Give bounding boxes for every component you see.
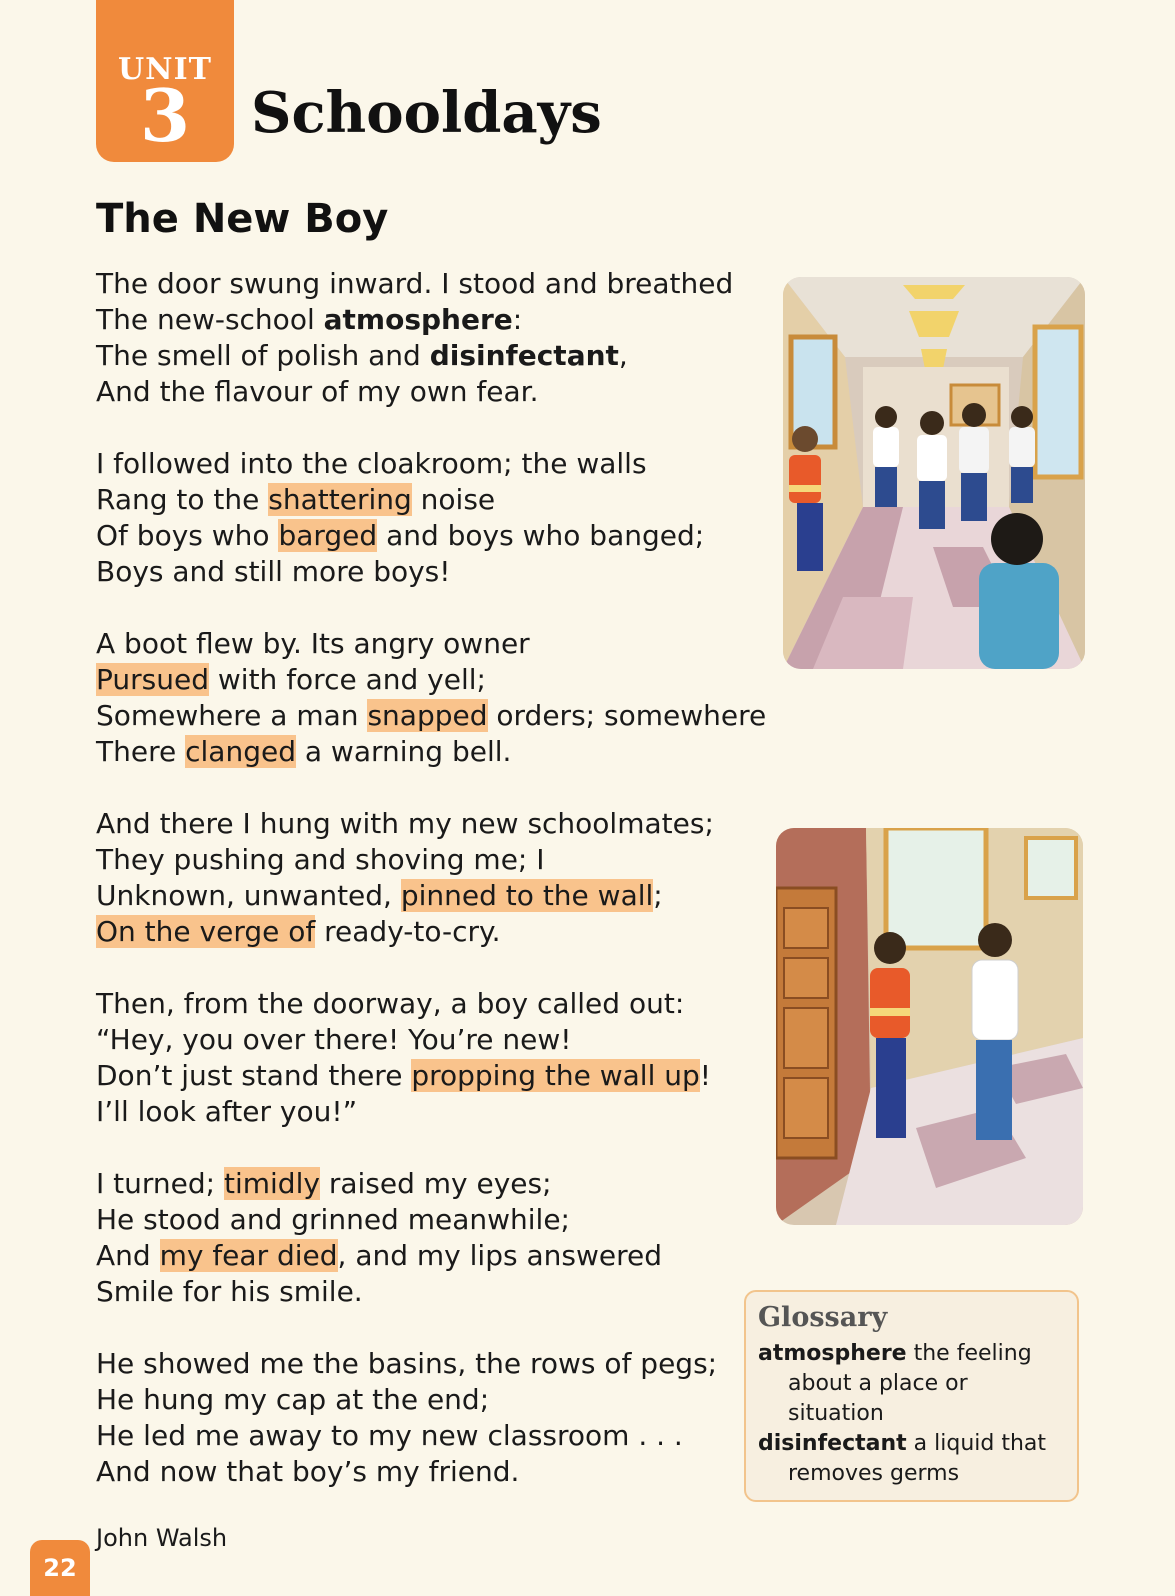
- glossary-definition: the feeling about a place or situation: [788, 1341, 1032, 1426]
- poem-line: Don’t just stand there propping the wall up!: [96, 1059, 711, 1092]
- highlighted-phrase: Pursued: [96, 663, 209, 696]
- poem-line: And my fear died, and my lips answered: [96, 1239, 662, 1272]
- stanza: [96, 986, 776, 1130]
- poem-line: I’ll look after you!”: [96, 1095, 358, 1128]
- poem-line: And now that boy’s my friend.: [96, 1455, 520, 1488]
- highlighted-phrase: clanged: [185, 735, 296, 768]
- poem-line: He stood and grinned meanwhile;: [96, 1203, 570, 1236]
- highlighted-phrase: propping the wall up: [411, 1059, 700, 1092]
- stanza: [96, 806, 776, 950]
- poem-line: And the flavour of my own fear.: [96, 375, 539, 408]
- glossary-box: [744, 1290, 1079, 1502]
- highlighted-phrase: my fear died: [159, 1239, 338, 1272]
- glossary-term: atmosphere: [758, 1341, 907, 1366]
- poem-line: I followed into the cloakroom; the walls: [96, 447, 647, 480]
- poem-line: “Hey, you over there! You’re new!: [96, 1023, 572, 1056]
- poem-author: John Walsh: [96, 1524, 228, 1552]
- poem-line: He hung my cap at the end;: [96, 1383, 490, 1416]
- stanza: [96, 626, 776, 770]
- poem-line: Somewhere a man snapped orders; somewhere: [96, 699, 767, 732]
- unit-badge: [96, 0, 234, 162]
- poem-line: On the verge of ready-to-cry.: [96, 915, 501, 948]
- glossary-entry: [758, 1429, 1065, 1489]
- poem-line: They pushing and shoving me; I: [96, 843, 545, 876]
- friend-illustration: [776, 828, 1083, 1225]
- poem-line: He showed me the basins, the rows of pegs;: [96, 1347, 718, 1380]
- glossary-title: Glossary: [758, 1302, 888, 1333]
- unit-label: UNIT: [118, 52, 212, 87]
- glossary-entries: [758, 1339, 1065, 1489]
- poem-line: He led me away to my new classroom . . .: [96, 1419, 683, 1452]
- glossary-entry: [758, 1339, 1065, 1429]
- highlighted-phrase: barged: [278, 519, 378, 552]
- poem-title: The New Boy: [96, 196, 389, 242]
- highlighted-phrase: snapped: [367, 699, 488, 732]
- stanza: [96, 266, 776, 410]
- poem-body: [96, 266, 776, 1526]
- poem-line: Smile for his smile.: [96, 1275, 363, 1308]
- poem-line: The smell of polish and disinfectant,: [96, 339, 628, 372]
- poem-line: The new-school atmosphere:: [96, 303, 523, 336]
- bold-word: disinfectant: [429, 339, 619, 372]
- poem-line: Unknown, unwanted, pinned to the wall;: [96, 879, 663, 912]
- glossary-definition: a liquid that removes germs: [788, 1431, 1047, 1486]
- corridor-illustration: [783, 277, 1085, 669]
- poem-line: Of boys who barged and boys who banged;: [96, 519, 705, 552]
- poem-line: Then, from the doorway, a boy called out:: [96, 987, 685, 1020]
- poem-line: I turned; timidly raised my eyes;: [96, 1167, 552, 1200]
- poem-line: And there I hung with my new schoolmates;: [96, 807, 714, 840]
- unit-number: 3: [139, 73, 191, 158]
- bold-word: atmosphere: [323, 303, 513, 336]
- stanza: [96, 1346, 776, 1490]
- poem-line: Rang to the shattering noise: [96, 483, 496, 516]
- highlighted-phrase: shattering: [268, 483, 412, 516]
- stanza: [96, 1166, 776, 1310]
- highlighted-phrase: On the verge of: [96, 915, 316, 948]
- glossary-term: disinfectant: [758, 1431, 907, 1456]
- highlighted-phrase: timidly: [223, 1167, 320, 1200]
- poem-line: A boot flew by. Its angry owner: [96, 627, 530, 660]
- poem-line: The door swung inward. I stood and breathed: [96, 267, 734, 300]
- poem-line: Boys and still more boys!: [96, 555, 451, 588]
- poem-line: Pursued with force and yell;: [96, 663, 486, 696]
- stanza: [96, 446, 776, 590]
- unit-title: Schooldays: [251, 80, 602, 146]
- poem-line: There clanged a warning bell.: [96, 735, 512, 768]
- page-number: 22: [30, 1540, 90, 1596]
- highlighted-phrase: pinned to the wall: [400, 879, 654, 912]
